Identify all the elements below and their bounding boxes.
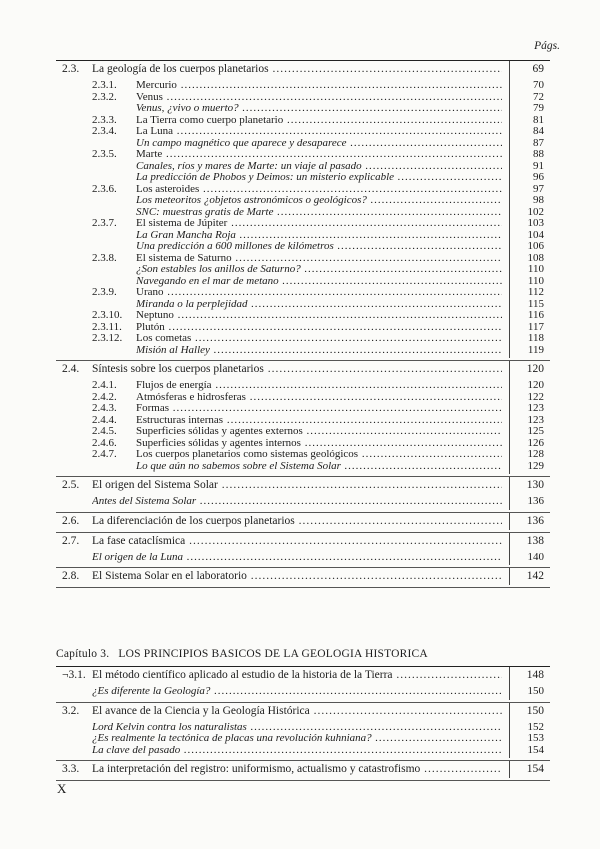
entry-title: El avance de la Ciencia y la Geología Histórica ..... — [92, 705, 502, 718]
entry-page: 138 — [526, 534, 544, 547]
entry-title: Los cometas ..... — [136, 333, 502, 345]
entry-number: 2.3.11. — [92, 320, 122, 333]
section-heading — [56, 535, 550, 548]
entry-page: 72 — [533, 90, 544, 103]
entry-number: 2.4.2. — [92, 390, 117, 403]
entry-number: 2.4.1. — [92, 379, 117, 391]
entry-title: Atmósferas e hidrosferas ..... — [136, 392, 502, 404]
chapter-3-contents — [56, 666, 550, 781]
toc-section — [56, 61, 550, 361]
page-column-rule — [509, 361, 510, 378]
table-of-contents — [56, 60, 550, 588]
section-heading — [56, 479, 550, 492]
subentry-italic — [56, 103, 550, 115]
entry-page: 110 — [527, 263, 544, 275]
entry-page: 136 — [527, 495, 544, 507]
subsection-entry — [56, 380, 550, 392]
entry-page: 88 — [533, 148, 544, 160]
subsection-entry — [56, 449, 550, 461]
entry-title: Canales, ríos y mares de Marte: un viaje al pasado ..... — [136, 161, 502, 173]
section-heading — [56, 570, 550, 583]
section-heading — [56, 363, 550, 376]
entry-title: La interpretación del registro: uniformismo, actualismo y catastrofismo ..... — [92, 763, 502, 776]
entry-number: 2.3.10. — [92, 309, 123, 321]
entry-page: 120 — [527, 379, 544, 391]
subsection-entry — [56, 415, 550, 427]
entry-title: La diferenciación de los cuerpos planetarios ..... — [92, 515, 502, 528]
entry-title: El Sistema Solar en el laboratorio ..... — [92, 570, 502, 583]
toc-section — [56, 761, 550, 781]
section-heading — [56, 705, 550, 718]
page-number: X — [57, 781, 67, 796]
toc-section — [56, 568, 550, 588]
toc-section — [56, 703, 550, 762]
entry-title: Venus, ¿vivo o muerto? ..... — [136, 103, 502, 115]
subsection-entry — [56, 322, 550, 334]
subentry-italic — [56, 161, 550, 173]
page-column-rule — [509, 533, 510, 550]
entry-title: Una predicción a 600 millones de kilómetros ..... — [136, 241, 502, 253]
entry-title: Flujos de energía ..... — [136, 380, 502, 392]
subentry-italic — [56, 722, 550, 734]
entry-page: 140 — [527, 550, 544, 563]
entry-number: 2.3.9. — [92, 286, 117, 298]
entry-title: Urano ..... — [136, 287, 502, 299]
subentry-italic — [56, 745, 550, 757]
chapter-title: LOS PRINCIPIOS BASICOS DE LA GEOLOGIA HISTORICA — [118, 648, 428, 660]
page-column-rule — [509, 343, 510, 359]
entry-page: 70 — [533, 79, 544, 91]
subentry-italic — [56, 230, 550, 242]
page-column-rule — [509, 667, 510, 684]
entry-title: El método científico aplicado al estudio de la historia de la Tierra ..... — [92, 669, 502, 682]
entry-number: 2.3.7. — [92, 217, 117, 229]
entry-page: 117 — [527, 320, 544, 333]
page-column-rule — [509, 761, 510, 778]
entry-title: Venus ..... — [136, 92, 502, 104]
pages-column-header: Págs. — [534, 40, 560, 52]
subsection-entry — [56, 438, 550, 450]
entry-page: 129 — [527, 459, 544, 472]
entry-page: 126 — [527, 436, 544, 449]
entry-title: La fase cataclísmica ..... — [92, 535, 502, 548]
page-column-rule — [509, 494, 510, 510]
entry-page: 112 — [527, 286, 544, 298]
entry-title: Síntesis sobre los cuerpos planetarios ..... — [92, 363, 502, 376]
entry-title: La predicción de Phobos y Deimos: un misterio explicable ..... — [136, 172, 502, 184]
subentry-italic — [56, 552, 550, 564]
entry-page: 152 — [527, 720, 544, 733]
entry-title: El sistema de Júpiter ..... — [136, 218, 502, 230]
entry-page: 102 — [527, 205, 544, 218]
entry-title: Plutón ..... — [136, 322, 502, 334]
subentry-italic — [56, 241, 550, 253]
entry-number: 2.3. — [62, 63, 80, 75]
subsection-entry — [56, 184, 550, 196]
subentry-italic — [56, 264, 550, 276]
entry-title: El sistema de Saturno ..... — [136, 253, 502, 265]
entry-number: 2.4.3. — [92, 402, 117, 414]
subsection-entry — [56, 218, 550, 230]
subentry-italic — [56, 496, 550, 508]
page-column-rule — [509, 568, 510, 585]
entry-title: El origen del Sistema Solar ..... — [92, 479, 502, 492]
subsection-entry — [56, 287, 550, 299]
subentry-italic — [56, 733, 550, 745]
entry-title: Los asteroides ..... — [136, 184, 502, 196]
entry-number: 2.3.6. — [92, 182, 117, 195]
entry-title: Superficies sólidas y agentes externos ..... — [136, 426, 502, 438]
page-column-rule — [509, 513, 510, 530]
entry-page: 136 — [526, 514, 544, 527]
subsection-entry — [56, 80, 550, 92]
entry-page: 96 — [533, 171, 544, 183]
entry-number: 2.4.7. — [92, 448, 117, 460]
entry-number: 2.4. — [62, 363, 80, 375]
entry-page: 104 — [527, 228, 544, 241]
entry-page: 108 — [527, 251, 544, 264]
subsection-entry — [56, 92, 550, 104]
entry-page: 79 — [533, 102, 544, 114]
entry-title: ¿Es diferente la Geología? ..... — [92, 686, 502, 698]
entry-page: 122 — [527, 390, 544, 403]
toc-section — [56, 361, 550, 477]
subsection-entry — [56, 426, 550, 438]
entry-number: 2.8. — [62, 570, 80, 582]
entry-number: 2.5. — [62, 479, 80, 491]
entry-number: 2.3.4. — [92, 125, 117, 137]
entry-title: Estructuras internas ..... — [136, 415, 502, 427]
entry-page: 97 — [533, 182, 544, 195]
subentry-italic — [56, 345, 550, 357]
entry-title: Antes del Sistema Solar ..... — [92, 496, 502, 508]
entry-title: ¿Es realmente la tectónica de placas una revolución kuhniana? ..... — [92, 733, 502, 745]
entry-title: La Luna ..... — [136, 126, 502, 138]
toc-section — [56, 533, 550, 569]
entry-page: 154 — [527, 743, 544, 756]
entry-number: 2.3.2. — [92, 90, 117, 103]
entry-number: ¬3.1. — [62, 669, 86, 681]
entry-title: SNC: muestras gratis de Marte ..... — [136, 207, 502, 219]
entry-number: 2.3.8. — [92, 251, 117, 264]
entry-title: Misión al Halley ..... — [136, 345, 502, 357]
section-heading — [56, 515, 550, 528]
entry-title: Marte ..... — [136, 149, 502, 161]
entry-page: 110 — [527, 274, 544, 287]
entry-page: 142 — [526, 570, 544, 582]
entry-title: La clave del pasado ..... — [92, 745, 502, 757]
entry-page: 115 — [527, 297, 544, 310]
entry-number: 2.6. — [62, 514, 80, 527]
toc-section — [56, 667, 550, 703]
entry-title: Miranda o la perplejidad ..... — [136, 299, 502, 311]
entry-page: 87 — [533, 136, 544, 149]
entry-page: 69 — [532, 63, 544, 75]
entry-number: 2.4.5. — [92, 425, 117, 437]
entry-title: Mercurio ..... — [136, 80, 502, 92]
entry-page: 148 — [526, 669, 544, 681]
entry-number: 3.3. — [62, 763, 80, 775]
entry-title: Neptuno ..... — [136, 310, 502, 322]
entry-title: La Tierra como cuerpo planetario ..... — [136, 115, 502, 127]
entry-page: 154 — [526, 763, 544, 775]
entry-page: 150 — [527, 685, 544, 697]
entry-page: 116 — [527, 309, 544, 321]
subsection-entry — [56, 403, 550, 415]
entry-page: 123 — [527, 413, 544, 426]
entry-number: 2.3.3. — [92, 113, 117, 126]
entry-number: 2.7. — [62, 534, 80, 547]
entry-number: 2.4.4. — [92, 413, 117, 426]
entry-page: 81 — [533, 113, 544, 126]
entry-title: La geología de los cuerpos planetarios ..... — [92, 63, 502, 76]
entry-page: 118 — [527, 332, 544, 344]
page-column-rule — [509, 477, 510, 494]
subentry-italic — [56, 172, 550, 184]
subsection-entry — [56, 115, 550, 127]
entry-page: 130 — [526, 479, 544, 491]
subsection-entry — [56, 253, 550, 265]
entry-number: 3.2. — [62, 704, 80, 717]
page-column-rule — [509, 550, 510, 566]
subentry-italic — [56, 461, 550, 473]
page-column-rule — [509, 61, 510, 78]
entry-number: 2.4.6. — [92, 436, 117, 449]
entry-title: Los meteoritos ¿objetos astronómicos o geológicos? ..... — [136, 195, 502, 207]
subentry-italic — [56, 686, 550, 698]
subentry-italic — [56, 299, 550, 311]
page-column-rule — [509, 743, 510, 759]
entry-page: 103 — [527, 217, 544, 229]
toc-section — [56, 513, 550, 533]
entry-number: 2.3.1. — [92, 79, 117, 91]
entry-page: 120 — [526, 363, 544, 375]
subsection-entry — [56, 310, 550, 322]
entry-title: Navegando en el mar de metano ..... — [136, 276, 502, 288]
entry-title: ¿Son estables los anillos de Saturno? ..... — [136, 264, 502, 276]
entry-page: 150 — [526, 704, 544, 717]
section-heading — [56, 669, 550, 682]
entry-page: 91 — [533, 159, 544, 172]
subsection-entry — [56, 392, 550, 404]
entry-title: Los cuerpos planetarios como sistemas geológicos ..... — [136, 449, 502, 461]
entry-title: La Gran Mancha Roja ..... — [136, 230, 502, 242]
page-column-rule — [509, 684, 510, 700]
entry-title: Formas ..... — [136, 403, 502, 415]
entry-page: 106 — [527, 240, 544, 252]
page-column-rule — [509, 459, 510, 475]
entry-number: 2.3.12. — [92, 332, 123, 344]
entry-page: 119 — [527, 343, 544, 356]
page-column-rule — [509, 703, 510, 720]
entry-number: 2.3.5. — [92, 148, 117, 160]
chapter-heading — [56, 648, 550, 660]
entry-page: 153 — [527, 732, 544, 744]
subsection-entry — [56, 333, 550, 345]
section-heading — [56, 763, 550, 776]
entry-page: 84 — [533, 125, 544, 137]
section-heading — [56, 63, 550, 76]
toc-section — [56, 477, 550, 513]
subentry-italic — [56, 207, 550, 219]
subsection-entry — [56, 126, 550, 138]
subsection-entry — [56, 149, 550, 161]
entry-title: Superficies sólidas y agentes internos ..... — [136, 438, 502, 450]
entry-title: Un campo magnético que aparece y desaparece ..... — [136, 138, 502, 150]
entry-title: El origen de la Luna ..... — [92, 552, 502, 564]
entry-page: 128 — [527, 448, 544, 460]
entry-title: Lord Kelvin contra los naturalistas ..... — [92, 722, 502, 734]
entry-page: 125 — [527, 425, 544, 437]
subentry-italic — [56, 276, 550, 288]
subentry-italic — [56, 138, 550, 150]
entry-title: Lo que aún no sabemos sobre el Sistema Solar ..... — [136, 461, 502, 473]
subentry-italic — [56, 195, 550, 207]
chapter-label: Capítulo 3. — [56, 648, 110, 660]
entry-page: 123 — [527, 402, 544, 414]
entry-page: 98 — [533, 194, 544, 206]
